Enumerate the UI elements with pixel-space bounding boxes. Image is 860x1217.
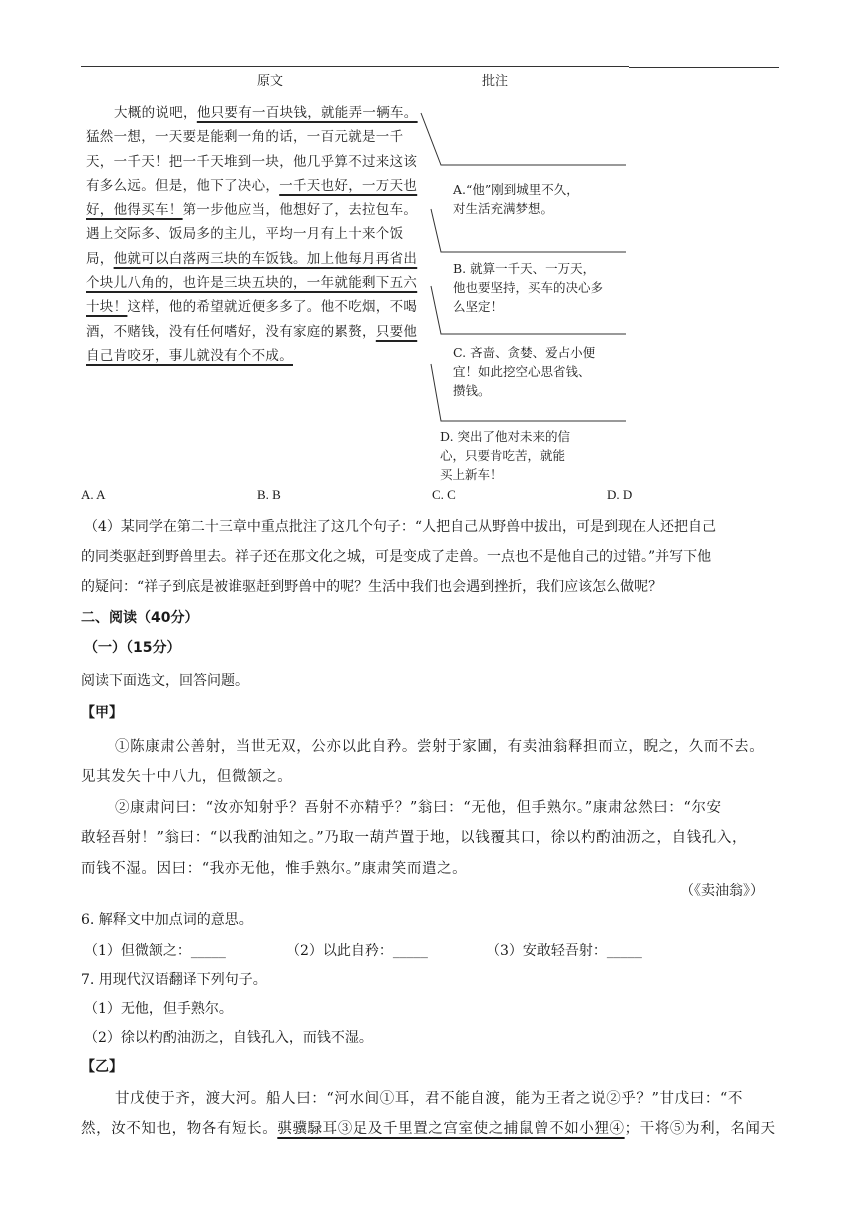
original-line: 猛然一想，一天要是能剩一角的话，一百元就是一千: [86, 129, 404, 146]
original-line: 天，一千天！把一千天堆到一块，他几乎算不过来这该: [86, 153, 418, 170]
original-line: 大概的说吧，他只要有一百块钱，就能弄一辆车。: [114, 105, 418, 121]
q6-title: 6. 解释文中加点词的意思。: [81, 912, 253, 928]
q4-line: 的疑问：“祥子到底是被谁驱赶到野兽中的呢？生活中我们也会遇到挫折，我们应该怎么做呢？: [81, 579, 663, 595]
yi-label: 【乙】: [81, 1059, 123, 1075]
annotation-b: B. 就算一千天、一万天， 他也要坚持，买车的决心多 么坚定！: [453, 261, 604, 314]
instruction: 阅读下面选文，回答问题。: [81, 673, 249, 689]
choice-c[interactable]: C. C: [432, 487, 456, 502]
section-title: 二、阅读（40分）: [81, 610, 199, 626]
original-line: 自己肯咬牙，事儿就没有个不成。: [86, 347, 293, 364]
annotation-a: A.“他”刚到城里不久， 对生活充满梦想。: [453, 182, 579, 216]
jia-label: 【甲】: [81, 705, 123, 721]
q7-item: （1）无他，但手熟尔。: [84, 1001, 233, 1017]
original-line: 个块儿八角的，也许是三块五块的，一年就能剩下五六: [86, 275, 418, 292]
annotation-c: C. 吝啬、贪婪、爱占小便 宜！如此挖空心思省钱、 攒钱。: [453, 345, 596, 398]
jia-line: 见其发矢十中八九，但微颔之。: [81, 769, 293, 785]
choice-b[interactable]: B. B: [257, 487, 281, 502]
choice-a[interactable]: A. A: [81, 487, 106, 502]
source-citation: （《卖油翁》）: [680, 883, 764, 899]
jia-line: 敢轻吾射！”翁曰：“以我酌油知之。”乃取一葫芦置于地，以钱覆其口，徐以杓酌油沥之，自钱孔入，: [81, 830, 748, 846]
q6-item: （1）但微颔之：_____: [84, 943, 226, 959]
q6-item: （3）安敢轻吾射：_____: [486, 943, 642, 959]
original-line: 十块！这样，他的希望就近便多多了。他不吃烟，不喝: [86, 299, 418, 316]
column-header-annotation: 批注: [482, 74, 509, 89]
choice-d[interactable]: D. D: [607, 487, 633, 502]
jia-line: ①陈康肃公善射，当世无双，公亦以此自矜。尝射于家圃，有卖油翁释担而立，睨之，久而不去。: [115, 739, 765, 755]
q4-line: 的同类驱赶到野兽里去。祥子还在那文化之城，可是变成了走兽。一点也不是他自己的过错。”并写下他: [81, 549, 712, 565]
q7-item: （2）徐以杓酌油沥之，自钱孔入，而钱不湿。: [84, 1030, 373, 1046]
yi-line: 然，汝不知也，物各有短长。骐骥騄耳③足及千里置之宫室使之捕鼠曾不如小狸④；干将⑤为利，名闻天: [81, 1121, 776, 1137]
q7-title: 7. 用现代汉语翻译下列句子。: [81, 972, 267, 988]
q4-line: （4）某同学在第二十三章中重点批注了这几个句子：“人把自己从野兽中拔出，可是到现在人还把自己: [84, 519, 717, 535]
jia-line: 而钱不湿。因曰：“我亦无他，惟手熟尔。”康肃笑而遣之。: [81, 861, 468, 877]
original-line: 有多么远。但是，他下了决心，一千天也好，一万天也: [86, 177, 418, 194]
yi-line: 甘戊使于齐，渡大河。船人曰：“河水间①耳，君不能自渡，能为王者之说②乎？”甘戊曰：“不: [115, 1091, 744, 1107]
annotation-d: D. 突出了他对未来的信 心，只要肯吃苦，就能 买上新车！: [440, 429, 571, 482]
original-text-block: [86, 101, 431, 368]
column-header-original: 原文: [257, 74, 284, 89]
subsection-title: （一）（15分）: [84, 640, 181, 656]
q6-item: （2）以此自矜：_____: [286, 943, 428, 959]
original-line: 局，他就可以白落两三块的车饭钱。加上他每月再省出: [86, 250, 418, 267]
original-line: 好，他得买车！第一步他应当，他想好了，去拉包车。: [86, 202, 418, 219]
original-line: 遇上交际多、饭局多的主儿，平均一月有上十来个饭: [86, 226, 404, 243]
jia-line: ②康肃问曰：“汝亦知射乎？吾射不亦精乎？”翁曰：“无他，但手熟尔。”康肃忿然曰：“尔安: [115, 800, 722, 816]
original-line: 酒，不赌钱，没有任何嗜好，没有家庭的累赘，只要他: [86, 323, 418, 340]
